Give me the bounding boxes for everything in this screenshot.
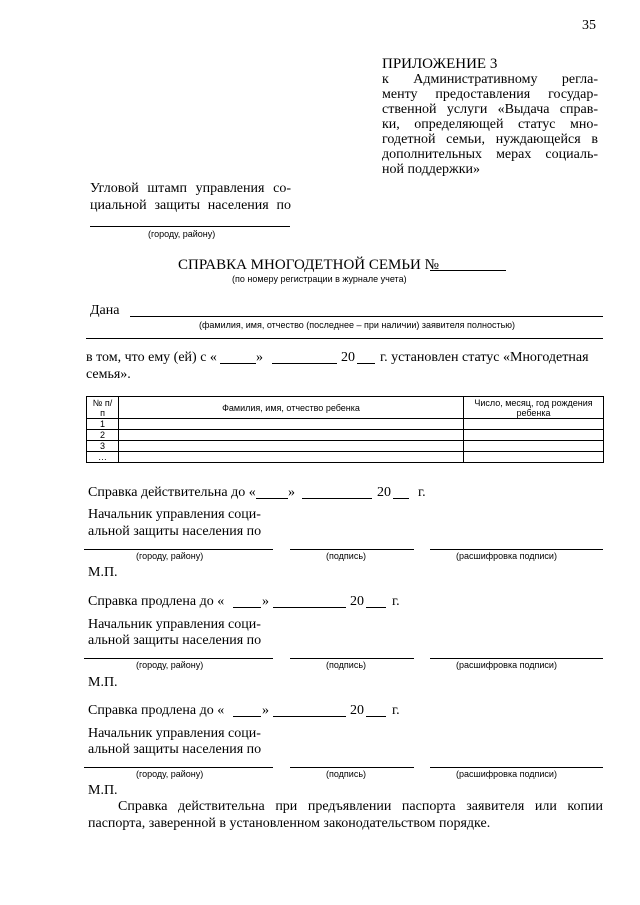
row-number: 2 [87,430,119,441]
validity-text-b: » [288,485,295,500]
decode-line[interactable] [430,658,603,659]
issued-caption: (фамилия, имя, отчество (последнее – при наличии) заявителя полностью) [199,320,516,330]
certificate-title: СПРАВКА МНОГОДЕТНОЙ СЕМЬИ № [178,257,439,273]
signature-line[interactable] [290,658,414,659]
child-name-cell[interactable] [119,430,464,441]
status-text-line2: семья». [86,367,131,382]
extension-year-prefix: 20 [350,703,364,718]
extension-text-d: г. [392,594,400,609]
status-year-field[interactable] [357,363,375,364]
row-number: … [87,452,119,463]
children-table [86,396,604,463]
validity-year-prefix: 20 [377,485,391,500]
appendix-line: дополнительных мерах социаль- [382,147,598,162]
footer-note-line-2: паспорта, заверенной в установленном законодательством порядке. [88,816,491,831]
extension-text-b: » [262,703,269,718]
child-name-cell[interactable] [119,441,464,452]
head-line-1: Начальник управления соци- [88,617,261,632]
appendix-line: ственной услуги «Выдача справ- [382,102,598,117]
stamp-line-2: циальной защиты населения по [90,198,291,213]
stamp-place: М.П. [88,565,118,580]
caption-sign: (подпись) [326,551,367,561]
stamp-caption: (городу, району) [148,229,216,239]
stamp-line-1: Угловой штамп управления со- [90,181,291,196]
extension-text-a: Справка продлена до « [88,594,225,609]
validity-year-field[interactable] [393,498,409,499]
table-row [87,441,604,452]
col-header-number: № п/п [87,397,119,419]
head-line-2: альной защиты населения по [88,633,262,648]
city-line[interactable] [84,658,273,659]
head-line-1: Начальник управления соци- [88,726,261,741]
extension-text-d: г. [392,703,400,718]
validity-day-field[interactable] [256,498,288,499]
status-text-b: » [256,350,263,365]
validity-text-a: Справка действительна до « [88,485,256,500]
stamp-underline [90,226,290,227]
child-birthdate-cell[interactable] [464,430,604,441]
applicant-name-field[interactable] [130,316,603,317]
city-line[interactable] [84,767,273,768]
decode-line[interactable] [430,767,603,768]
extension-year-prefix: 20 [350,594,364,609]
appendix-line: ной поддержки» [382,162,480,177]
appendix-title: ПРИЛОЖЕНИЕ 3 [382,56,498,72]
head-line-2: альной защиты населения по [88,524,262,539]
extension-text-b: » [262,594,269,609]
caption-decode: (расшифровка подписи) [456,551,557,561]
signature-line[interactable] [290,767,414,768]
caption-sign: (подпись) [326,769,367,779]
caption-decode: (расшифровка подписи) [456,769,557,779]
caption-sign: (подпись) [326,660,367,670]
appendix-line: годетной семьи, нуждающейся в [382,132,598,147]
head-line-1: Начальник управления соци- [88,507,261,522]
extension-year-field[interactable] [366,716,386,717]
signature-line[interactable] [290,549,414,550]
footer-note-line-1: Справка действительна при предъявлении паспорта заявителя или копии [118,799,603,814]
stamp-place: М.П. [88,675,118,690]
child-name-cell[interactable] [119,419,464,430]
extension-day-field[interactable] [233,607,261,608]
caption-city: (городу, району) [136,769,204,779]
divider [86,338,603,339]
appendix-block [382,56,598,177]
extension-text-a: Справка продлена до « [88,703,225,718]
table-row [87,452,604,463]
decode-line[interactable] [430,549,603,550]
number-field[interactable] [430,270,506,271]
col-header-name: Фамилия, имя, отчество ребенка [119,397,464,419]
extension-day-field[interactable] [233,716,261,717]
status-month-field[interactable] [272,363,337,364]
page-number: 35 [582,18,596,33]
status-year-prefix: 20 [341,350,355,365]
table-row [87,430,604,441]
certificate-subtitle: (по номеру регистрации в журнале учета) [232,274,407,284]
child-birthdate-cell[interactable] [464,441,604,452]
caption-decode: (расшифровка подписи) [456,660,557,670]
col-header-birthdate: Число, месяц, год рождения ребенка [464,397,604,419]
appendix-line: менту предоставления государ- [382,87,598,102]
city-line[interactable] [84,549,273,550]
status-text-a: в том, что ему (ей) с « [86,350,217,365]
child-birthdate-cell[interactable] [464,419,604,430]
row-number: 1 [87,419,119,430]
extension-month-field[interactable] [273,716,346,717]
appendix-line: к Административному регла- [382,72,598,87]
caption-city: (городу, району) [136,660,204,670]
stamp-place: М.П. [88,783,118,798]
status-day-field[interactable] [220,363,256,364]
head-line-2: альной защиты населения по [88,742,262,757]
validity-month-field[interactable] [302,498,372,499]
table-header-row [87,397,604,419]
extension-year-field[interactable] [366,607,386,608]
extension-month-field[interactable] [273,607,346,608]
caption-city: (городу, району) [136,551,204,561]
validity-text-d: г. [418,485,426,500]
issued-label: Дана [90,303,120,318]
child-birthdate-cell[interactable] [464,452,604,463]
row-number: 3 [87,441,119,452]
appendix-line: ки, определяющей статус мно- [382,117,598,132]
status-text-d: г. установлен статус «Многодетная [380,350,589,365]
child-name-cell[interactable] [119,452,464,463]
table-row [87,419,604,430]
